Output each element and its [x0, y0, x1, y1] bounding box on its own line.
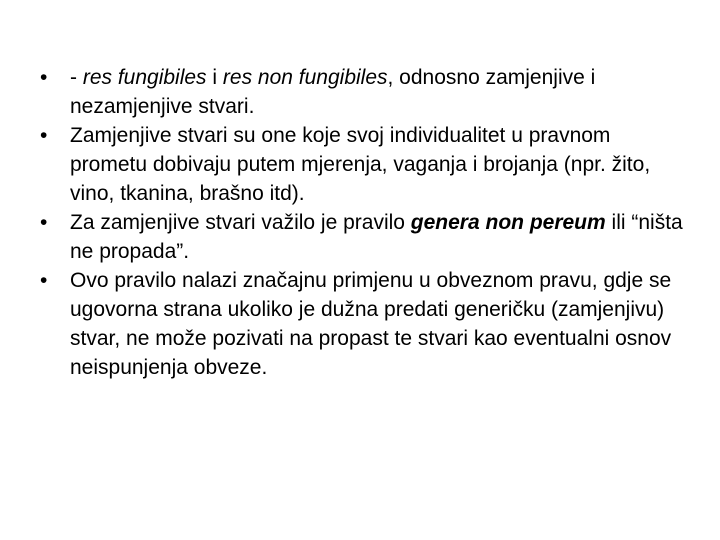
bullet-1-text-connector: i	[206, 66, 223, 89]
bullet-item-2	[40, 121, 690, 208]
bullet-1-text-prefix: -	[70, 66, 83, 89]
bullet-icon: •	[40, 211, 48, 234]
term-res-fungibiles: res fungibiles	[82, 66, 207, 89]
bullet-list	[40, 63, 690, 382]
bullet-3-text-suffix: ili “ništa ne propada”.	[70, 211, 683, 263]
bullet-item-1	[40, 63, 690, 121]
bullet-4-text: Ovo pravilo nalazi značajnu primjenu u obveznom pravu, gdje se ugovorna strana ukoliko je dužna predati generičku (zamjenjivu) stvar, ne može pozivati na propast te stvari kao eventualni osnov neispunjenja obveze.	[70, 269, 672, 379]
bullet-2-text: Zamjenjive stvari su one koje svoj individualitet u pravnom prometu dobivaju putem mjerenja, vaganja i brojanja (npr. žito, vino, tkanina, brašno itd).	[70, 124, 651, 205]
bullet-item-4	[40, 266, 690, 382]
bullet-item-3	[40, 208, 690, 266]
term-genera-non-pereum: genera non pereum	[410, 211, 606, 234]
bullet-1-text-suffix: , odnosno zamjenjive i nezamjenjive stvari.	[70, 66, 596, 118]
term-res-non-fungibiles: res non fungibiles	[222, 66, 388, 89]
bullet-icon: •	[40, 66, 48, 89]
bullet-icon: •	[40, 124, 48, 147]
bullet-3-text-prefix: Za zamjenjive stvari važilo je pravilo	[70, 211, 411, 234]
bullet-icon: •	[40, 269, 48, 292]
